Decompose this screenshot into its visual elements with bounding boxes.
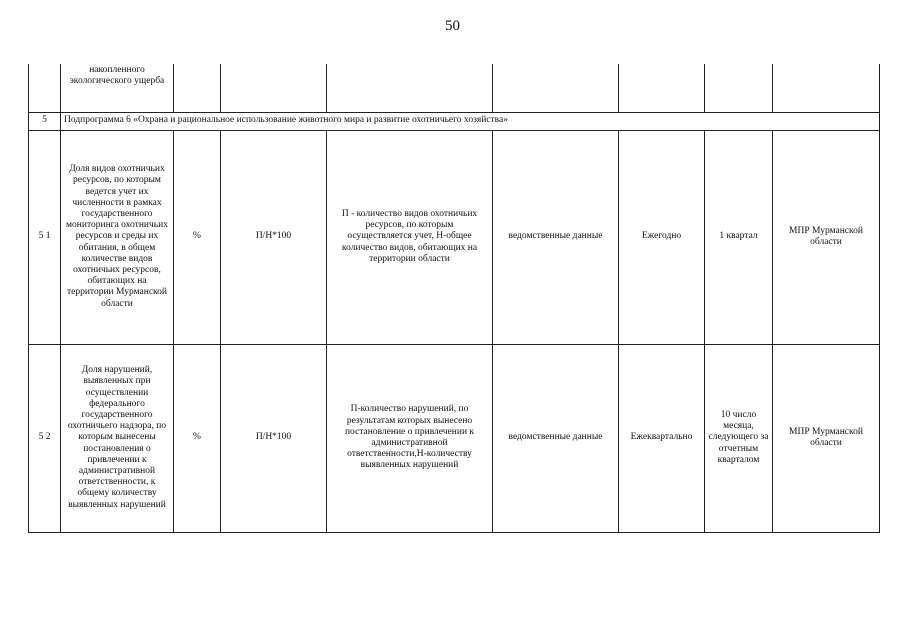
continuation-row (29, 64, 880, 112)
deadline-cell: 1 квартал (705, 130, 773, 344)
page-number: 50 (445, 18, 460, 34)
table-cell (705, 64, 773, 112)
table-cell (619, 64, 705, 112)
row-number-cell: 5 1 (29, 130, 61, 344)
formula-cell: П/Н*100 (221, 344, 327, 532)
indicator-cell: Доля нарушений, выявленных при осуществлении федерального государственного охотничьего надзора, по которым вынесены постановления о привлечении к административной ответственности, к общему количеству выявленных нарушений (61, 344, 174, 532)
description-cell: П - количество видов охотничьих ресурсов, по которым осуществляется учет, Н-общее количество видов, обитающих на территории области (327, 130, 493, 344)
table-cell (493, 64, 619, 112)
table-cell (174, 64, 221, 112)
formula-cell: П/Н*100 (221, 130, 327, 344)
frequency-cell: Ежегодно (619, 130, 705, 344)
row-number-cell: 5 2 (29, 344, 61, 532)
unit-cell: % (174, 130, 221, 344)
table-cell (773, 64, 880, 112)
indicators-table (28, 64, 880, 533)
indicator-cell: накопленного экологического ущерба (61, 64, 174, 112)
table-cell (29, 64, 61, 112)
unit-cell: % (174, 344, 221, 532)
table-cell (327, 64, 493, 112)
table-row (29, 130, 880, 344)
table-row (29, 344, 880, 532)
frequency-cell: Ежеквартально (619, 344, 705, 532)
responsible-cell: МПР Мурманской области (773, 344, 880, 532)
table-cell (221, 64, 327, 112)
subprogram-title-cell: Подпрограмма 6 «Охрана и рациональное использование животного мира и развитие охотничьего хозяйства» (61, 112, 880, 130)
indicator-cell: Доля видов охотничьих ресурсов, по которым ведется учет их численности в рамках государственного мониторинга охотничьих ресурсов и среды их обитания, в общем количестве видов охотничьих ресурсов, обитающих на территории Мурманской области (61, 130, 174, 344)
deadline-cell: 10 число месяца, следующего за отчетным кварталом (705, 344, 773, 532)
row-number-cell: 5 (29, 112, 61, 130)
responsible-cell: МПР Мурманской области (773, 130, 880, 344)
description-cell: П-количество нарушений, по результатам которых вынесено постановление о привлечении к административной ответственности,Н-количеству выявленных нарушений (327, 344, 493, 532)
subprogram-row (29, 112, 880, 130)
source-cell: ведомственные данные (493, 130, 619, 344)
source-cell: ведомственные данные (493, 344, 619, 532)
